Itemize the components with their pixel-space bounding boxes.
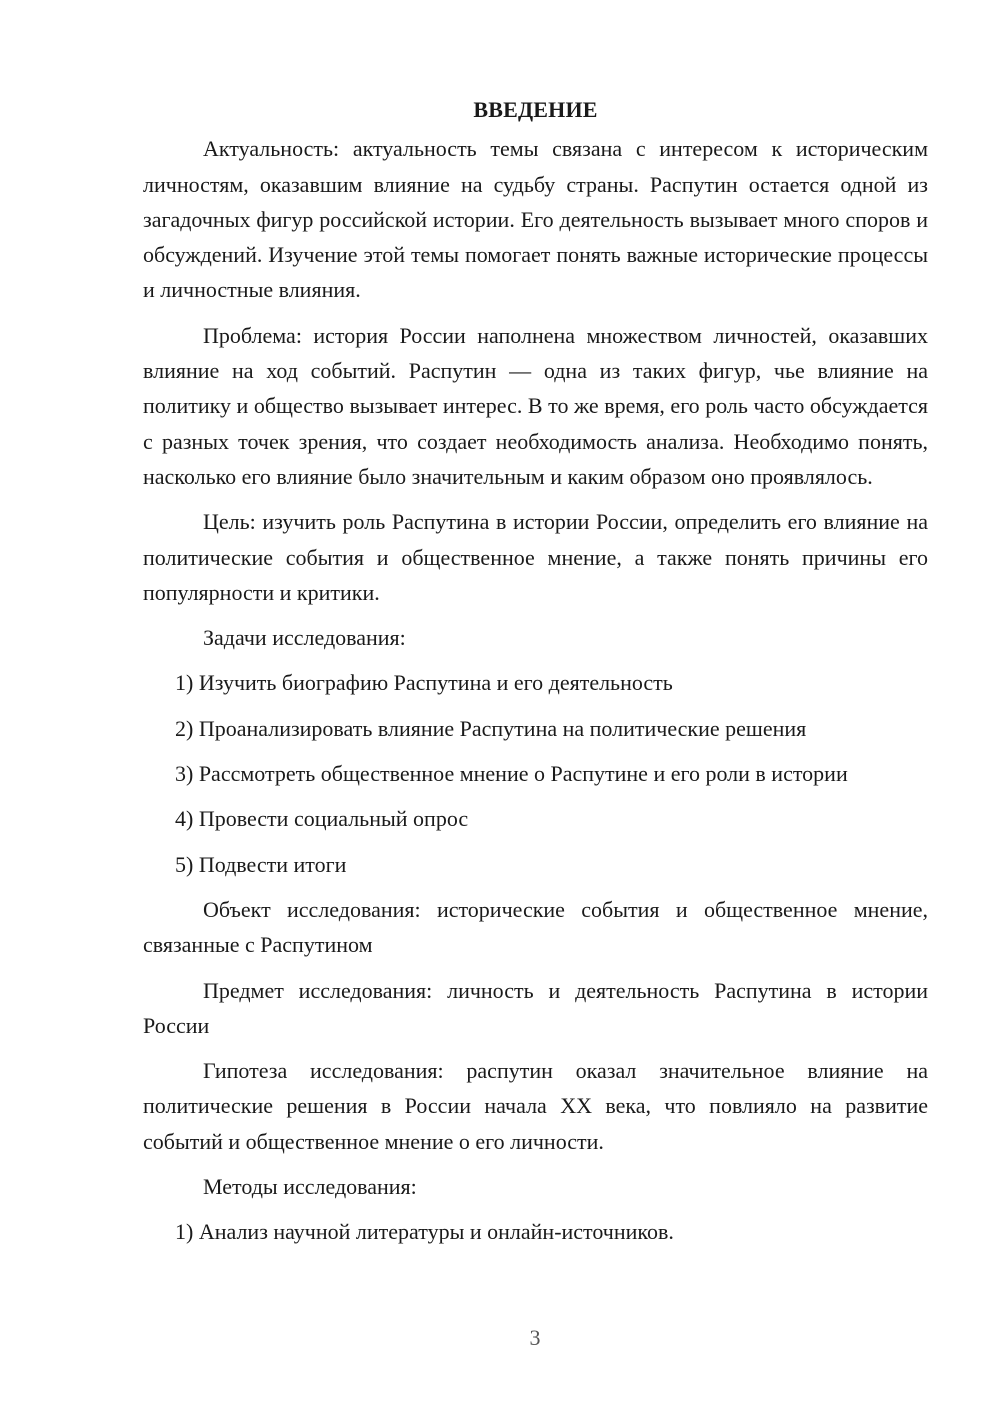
task-item: 3) Рассмотреть общественное мнение о Распутине и его роли в истории [175, 761, 848, 787]
task-item: 5) Подвести итоги [175, 851, 347, 877]
object-paragraph: Объект исследования: исторические события и общественное мнение, связанные с Распутином [143, 896, 928, 958]
tasks-list [143, 665, 928, 881]
problem-paragraph: Проблема: история России наполнена множеством личностей, оказавших влияние на ход событий. Распутин — одна из таких фигур, чье влияние на политику и общество вызывает интерес. В то же время, его роль часто обсуждается с разных точек зрения, что создает необходимость анализа. Необходимо понять, насколько его влияние было значительным и каким образом оно проявлялось. [143, 322, 928, 489]
document-page [143, 92, 928, 1260]
task-item: 2) Проанализировать влияние Распутина на политические решения [175, 715, 807, 741]
hypothesis-paragraph: Гипотеза исследования: распутин оказал значительное влияние на политические решения в России начала XX века, что повлияло на развитие событий и общественное мнение о его личности. [143, 1058, 928, 1154]
subject-paragraph: Предмет исследования: личность и деятельность Распутина в истории России [143, 977, 928, 1038]
relevance-paragraph: Актуальность: актуальность темы связана с интересом к историческим личностям, оказавшим влияние на судьбу страны. Распутин остается одной из загадочных фигур российской истории. Его деятельность вызывает много споров и обсуждений. Изучение этой темы помогает понять важные исторические процессы и личностные влияния. [143, 136, 928, 303]
goal-paragraph: Цель: изучить роль Распутина в истории России, определить его влияние на политические события и общественное мнение, а также понять причины его популярности и критики. [143, 509, 928, 605]
section-title: ВВЕДЕНИЕ [473, 97, 598, 122]
task-item: 1) Изучить биографию Распутина и его деятельность [175, 670, 673, 696]
methods-list [143, 1214, 928, 1249]
tasks-heading: Задачи исследования: [203, 625, 406, 651]
methods-heading: Методы исследования: [203, 1174, 417, 1200]
page-number: 3 [529, 1325, 541, 1350]
task-item: 4) Провести социальный опрос [175, 806, 469, 832]
method-item: 1) Анализ научной литературы и онлайн-источников. [175, 1219, 674, 1245]
